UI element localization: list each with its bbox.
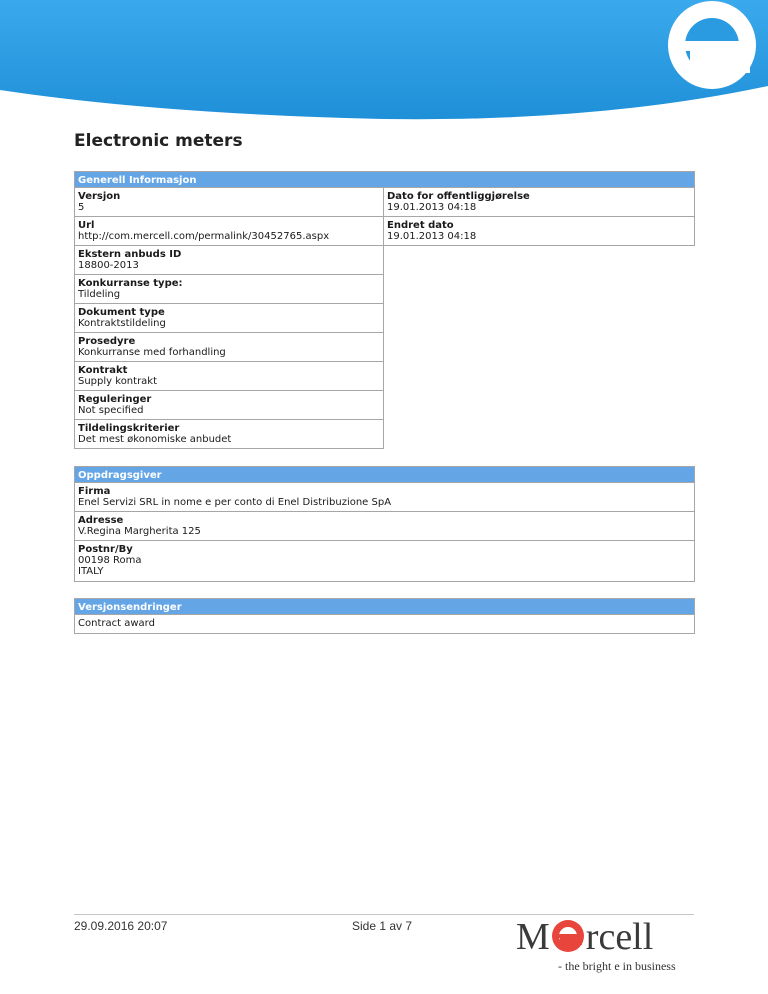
field-value: Supply kontrakt [78, 376, 158, 387]
footer-date: 29.09.2016 20:07 [74, 919, 168, 933]
mercell-logo [516, 917, 694, 977]
field-procedure [74, 333, 384, 362]
field-label: Prosedyre [78, 336, 136, 347]
field-label: Ekstern anbuds ID [78, 249, 182, 260]
contracting-authority-section [74, 466, 695, 582]
field-value: Tildeling [78, 289, 121, 300]
field-external-id [74, 246, 384, 275]
field-value: V.Regina Margherita 125 [78, 526, 201, 537]
field-postal-city [74, 541, 695, 582]
field-value: Det mest økonomiske anbudet [78, 434, 232, 445]
url-link[interactable]: http://com.mercell.com/permalink/30452765.aspx [78, 231, 330, 242]
field-modified-date [384, 217, 695, 246]
header-band [0, 0, 768, 120]
field-label: Postnr/By [78, 544, 133, 555]
logo-letter-m: M [516, 916, 550, 958]
general-info-left-column [74, 188, 384, 449]
field-value: 19.01.2013 04:18 [387, 231, 477, 242]
field-label: Firma [78, 486, 111, 497]
field-url [74, 217, 384, 246]
logo-tagline: - the bright e in business [558, 959, 676, 973]
field-document-type [74, 304, 384, 333]
footer-page-number: Side 1 av 7 [352, 919, 413, 933]
contracting-authority-header: Oppdragsgiver [74, 466, 695, 483]
general-info-section [74, 171, 695, 449]
footer-divider [74, 914, 694, 915]
field-label: Url [78, 220, 95, 231]
version-changes-section [74, 598, 695, 634]
field-value: 00198 Roma ITALY [78, 555, 142, 577]
page-title: Electronic meters [74, 131, 243, 151]
field-contract [74, 362, 384, 391]
field-label: Konkurranse type: [78, 278, 183, 289]
field-label: Versjon [78, 191, 121, 202]
version-changes-text [74, 615, 695, 634]
field-value: 5 [78, 202, 85, 213]
general-info-right-column [384, 188, 695, 449]
field-label: Tildelingskriterier [78, 423, 180, 434]
mercell-e-icon [668, 1, 756, 89]
field-label: Dato for offentliggjørelse [387, 191, 530, 202]
general-info-header: Generell Informasjon [74, 171, 695, 188]
field-label: Kontrakt [78, 365, 128, 376]
version-changes-header: Versjonsendringer [74, 598, 695, 615]
field-value: Not specified [78, 405, 144, 416]
field-regulations [74, 391, 384, 420]
field-company [74, 483, 695, 512]
field-value: Enel Servizi SRL in nome e per conto di Enel Distribuzione SpA [78, 497, 392, 508]
field-publication-date [384, 188, 695, 217]
field-label: Adresse [78, 515, 124, 526]
field-award-criteria [74, 420, 384, 449]
logo-e-icon [551, 919, 585, 953]
field-value: 18800-2013 [78, 260, 139, 271]
field-value: 19.01.2013 04:18 [387, 202, 477, 213]
field-value: Kontraktstildeling [78, 318, 166, 329]
field-label: Dokument type [78, 307, 165, 318]
logo-letters-rcell: rcell [585, 916, 654, 958]
field-address [74, 512, 695, 541]
field-label: Reguleringer [78, 394, 152, 405]
field-value: Konkurranse med forhandling [78, 347, 226, 358]
field-value: Contract award [78, 618, 155, 629]
field-label: Endret dato [387, 220, 454, 231]
field-version [74, 188, 384, 217]
logo-wordmark [516, 917, 653, 957]
field-competition-type [74, 275, 384, 304]
